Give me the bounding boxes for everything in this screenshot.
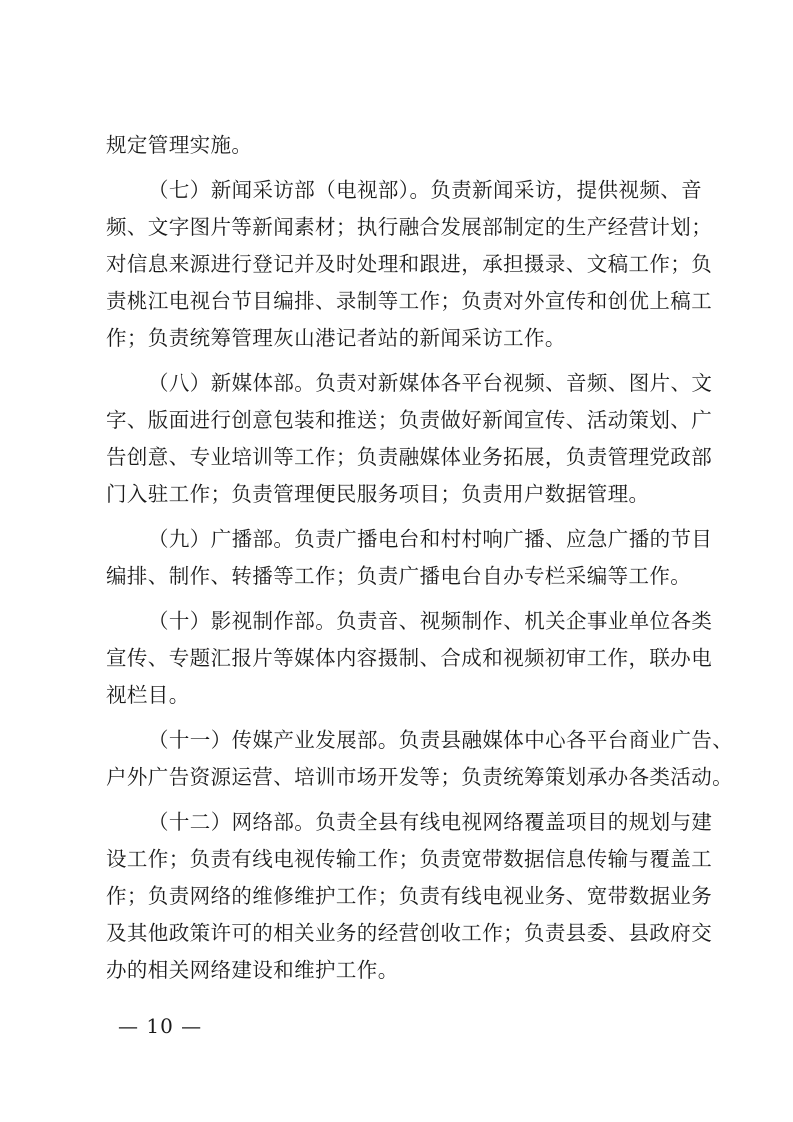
- text-line: 宣传、专题汇报片等媒体内容摄制、合成和视频初审工作，联办电: [106, 646, 713, 670]
- paragraph-gap: [106, 164, 694, 172]
- text-line: 对信息来源进行登记并及时处理和跟进，承担摄录、文稿工作；负: [106, 252, 713, 276]
- text-line: （八）新媒体部。负责对新媒体各平台视频、音频、图片、文: [148, 371, 713, 395]
- text-line: （九）广播部。负责广播电台和村村响广播、应急广播的节目: [148, 527, 713, 551]
- text-line: 作；负责网络的维修维护工作；负责有线电视业务、宽带数据业务: [106, 884, 713, 908]
- paragraph-gap: [106, 513, 694, 521]
- paragraph: [106, 172, 713, 357]
- text-line: （十一）传媒产业发展部。负责县融媒体中心各平台商业广告、: [148, 728, 734, 752]
- paragraph-gap: [106, 357, 694, 365]
- page-number: — 10 —: [118, 1014, 203, 1038]
- paragraph: [106, 722, 734, 796]
- paragraph: [106, 521, 713, 595]
- text-line: 编排、制作、转播等工作；负责广播电台自办专栏采编等工作。: [106, 564, 692, 588]
- text-line: 频、文字图片等新闻素材；执行融合发展部制定的生产经营计划；: [106, 215, 713, 239]
- text-line: 户外广告资源运营、培训市场开发等；负责统筹策划承办各类活动。: [106, 765, 733, 789]
- text-line: 字、版面进行创意包装和推送；负责做好新闻宣传、活动策划、广: [106, 408, 713, 432]
- text-line: 设工作；负责有线电视传输工作；负责宽带数据信息传输与覆盖工: [106, 847, 713, 871]
- text-line: 视栏目。: [106, 683, 190, 707]
- text-line: 门入驻工作；负责管理便民服务项目；负责用户数据管理。: [106, 482, 650, 506]
- paragraph: [106, 127, 694, 164]
- text-line: （十）影视制作部。负责音、视频制作、机关企事业单位各类: [148, 609, 713, 633]
- text-line: 责桃江电视台节目编排、录制等工作；负责对外宣传和创优上稿工: [106, 289, 713, 313]
- text-line: 办的相关网络建设和维护工作。: [106, 958, 399, 982]
- paragraph-gap: [106, 796, 694, 804]
- text-line: 告创意、专业培训等工作；负责融媒体业务拓展，负责管理党政部: [106, 445, 713, 469]
- text-line: （十二）网络部。负责全县有线电视网络覆盖项目的规划与建: [148, 810, 713, 834]
- document-body: [106, 127, 734, 989]
- paragraph-gap: [106, 714, 694, 722]
- paragraph: [106, 804, 713, 989]
- paragraph: [106, 603, 713, 714]
- text-line: 作；负责统筹管理灰山港记者站的新闻采访工作。: [106, 326, 566, 350]
- text-line: 及其他政策许可的相关业务的经营创收工作；负责县委、县政府交: [106, 921, 713, 945]
- paragraph-gap: [106, 595, 694, 603]
- paragraph: [106, 365, 713, 513]
- text-line: （七）新闻采访部（电视部）。负责新闻采访，提供视频、音: [148, 178, 703, 202]
- text-line: 规定管理实施。: [106, 133, 253, 157]
